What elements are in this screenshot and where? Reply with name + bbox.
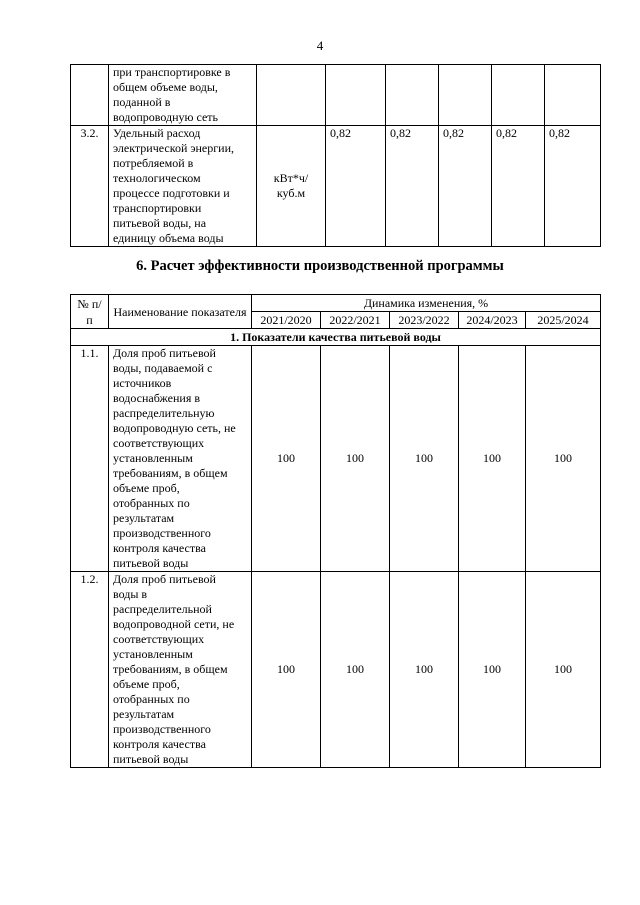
year-header: 2025/2024 <box>526 312 601 329</box>
indicator-name-line: распределительную <box>113 406 215 420</box>
value-cell: 0,82 <box>326 126 386 247</box>
value-cell: 0,82 <box>386 126 439 247</box>
indicator-name-line: потребляемой в <box>113 156 194 170</box>
row-number <box>71 65 109 126</box>
indicator-name-line: транспортировки <box>113 201 202 215</box>
indicator-name-line: контроля качества <box>113 541 206 555</box>
indicator-name-line: источников <box>113 376 172 390</box>
group-title: 1. Показатели качества питьевой воды <box>71 329 601 346</box>
col-name-header: Наименование показателя <box>109 295 252 329</box>
row-number: 1.1. <box>71 346 109 572</box>
indicator-name-line: единицу объема воды <box>113 231 224 245</box>
indicator-name-line: отобранных по <box>113 496 190 510</box>
table-row <box>71 572 601 768</box>
value-cell: 100 <box>459 346 526 572</box>
year-header: 2021/2020 <box>252 312 321 329</box>
value-cell: 100 <box>252 346 321 572</box>
indicator-name-line: питьевой воды, на <box>113 216 207 230</box>
unit-cell: кВт*ч/ куб.м <box>257 126 326 247</box>
value-cell: 0,82 <box>545 126 601 247</box>
header-row <box>71 295 601 312</box>
value-cell <box>545 65 601 126</box>
value-cell <box>492 65 545 126</box>
table-row <box>71 346 601 572</box>
value-cell: 100 <box>390 346 459 572</box>
value-cell: 100 <box>526 346 601 572</box>
indicator-name-line: установленным <box>113 647 193 661</box>
year-header: 2023/2022 <box>390 312 459 329</box>
indicator-name-line: объеме проб, <box>113 677 180 691</box>
indicator-name-line: результатам <box>113 707 175 721</box>
indicator-name-line: отобранных по <box>113 692 190 706</box>
value-cell <box>439 65 492 126</box>
indicator-name-line: Доля проб питьевой <box>113 572 216 586</box>
table-row <box>71 126 601 247</box>
value-cell: 100 <box>252 572 321 768</box>
indicator-name-line: воды в <box>113 587 148 601</box>
indicator-name-line: результатам <box>113 511 175 525</box>
value-cell: 100 <box>321 572 390 768</box>
value-cell: 100 <box>321 346 390 572</box>
year-header: 2024/2023 <box>459 312 526 329</box>
indicator-name-line: контроля качества <box>113 737 206 751</box>
indicator-name-line: соответствующих <box>113 436 205 450</box>
value-cell <box>386 65 439 126</box>
indicator-name-line: процессе подготовки и <box>113 186 230 200</box>
value-cell: 100 <box>459 572 526 768</box>
indicator-name <box>109 126 257 247</box>
efficiency-table <box>70 294 601 768</box>
indicator-name-line: водопроводную сеть, не <box>113 421 236 435</box>
continued-indicators-table <box>70 64 601 247</box>
page-number: 4 <box>316 38 324 53</box>
indicator-name-line: питьевой воды <box>113 752 189 766</box>
section-title: 6. Расчет эффективности производственной программы <box>136 258 504 274</box>
indicator-name-line: установленным <box>113 451 193 465</box>
indicator-name-line: при транспортировке в <box>113 65 231 79</box>
value-cell: 0,82 <box>492 126 545 247</box>
indicator-name-line: требованиям, в общем <box>113 662 228 676</box>
group-row <box>71 329 601 346</box>
year-header: 2022/2021 <box>321 312 390 329</box>
indicator-name-line: питьевой воды <box>113 556 189 570</box>
indicator-name <box>109 572 252 768</box>
indicator-name-line: требованиям, в общем <box>113 466 228 480</box>
value-cell: 100 <box>526 572 601 768</box>
row-number: 1.2. <box>71 572 109 768</box>
indicator-name-line: воды, подаваемой с <box>113 361 213 375</box>
indicator-name-line: водопроводную сеть <box>113 110 219 124</box>
indicator-name-line: технологическом <box>113 171 201 185</box>
indicator-name-line: соответствующих <box>113 632 205 646</box>
indicator-name-line: производственного <box>113 526 211 540</box>
indicator-name-line: Доля проб питьевой <box>113 346 216 360</box>
row-number: 3.2. <box>71 126 109 247</box>
indicator-name-line: общем объеме воды, <box>113 80 218 94</box>
indicator-name-line: Удельный расход <box>113 126 201 140</box>
indicator-name <box>109 65 257 126</box>
unit-cell <box>257 65 326 126</box>
indicator-name-line: поданной в <box>113 95 171 109</box>
indicator-name-line: электрической энергии, <box>113 141 235 155</box>
indicator-name-line: водоснабжения в <box>113 391 201 405</box>
indicator-name-line: производственного <box>113 722 211 736</box>
value-cell: 0,82 <box>439 126 492 247</box>
col-num-header: № п/п <box>71 295 109 329</box>
table-row <box>71 65 601 126</box>
value-cell: 100 <box>390 572 459 768</box>
indicator-name <box>109 346 252 572</box>
indicator-name-line: водопроводной сети, не <box>113 617 235 631</box>
dynamics-header: Динамика изменения, % <box>252 295 601 312</box>
indicator-name-line: объеме проб, <box>113 481 180 495</box>
indicator-name-line: распределительной <box>113 602 212 616</box>
value-cell <box>326 65 386 126</box>
